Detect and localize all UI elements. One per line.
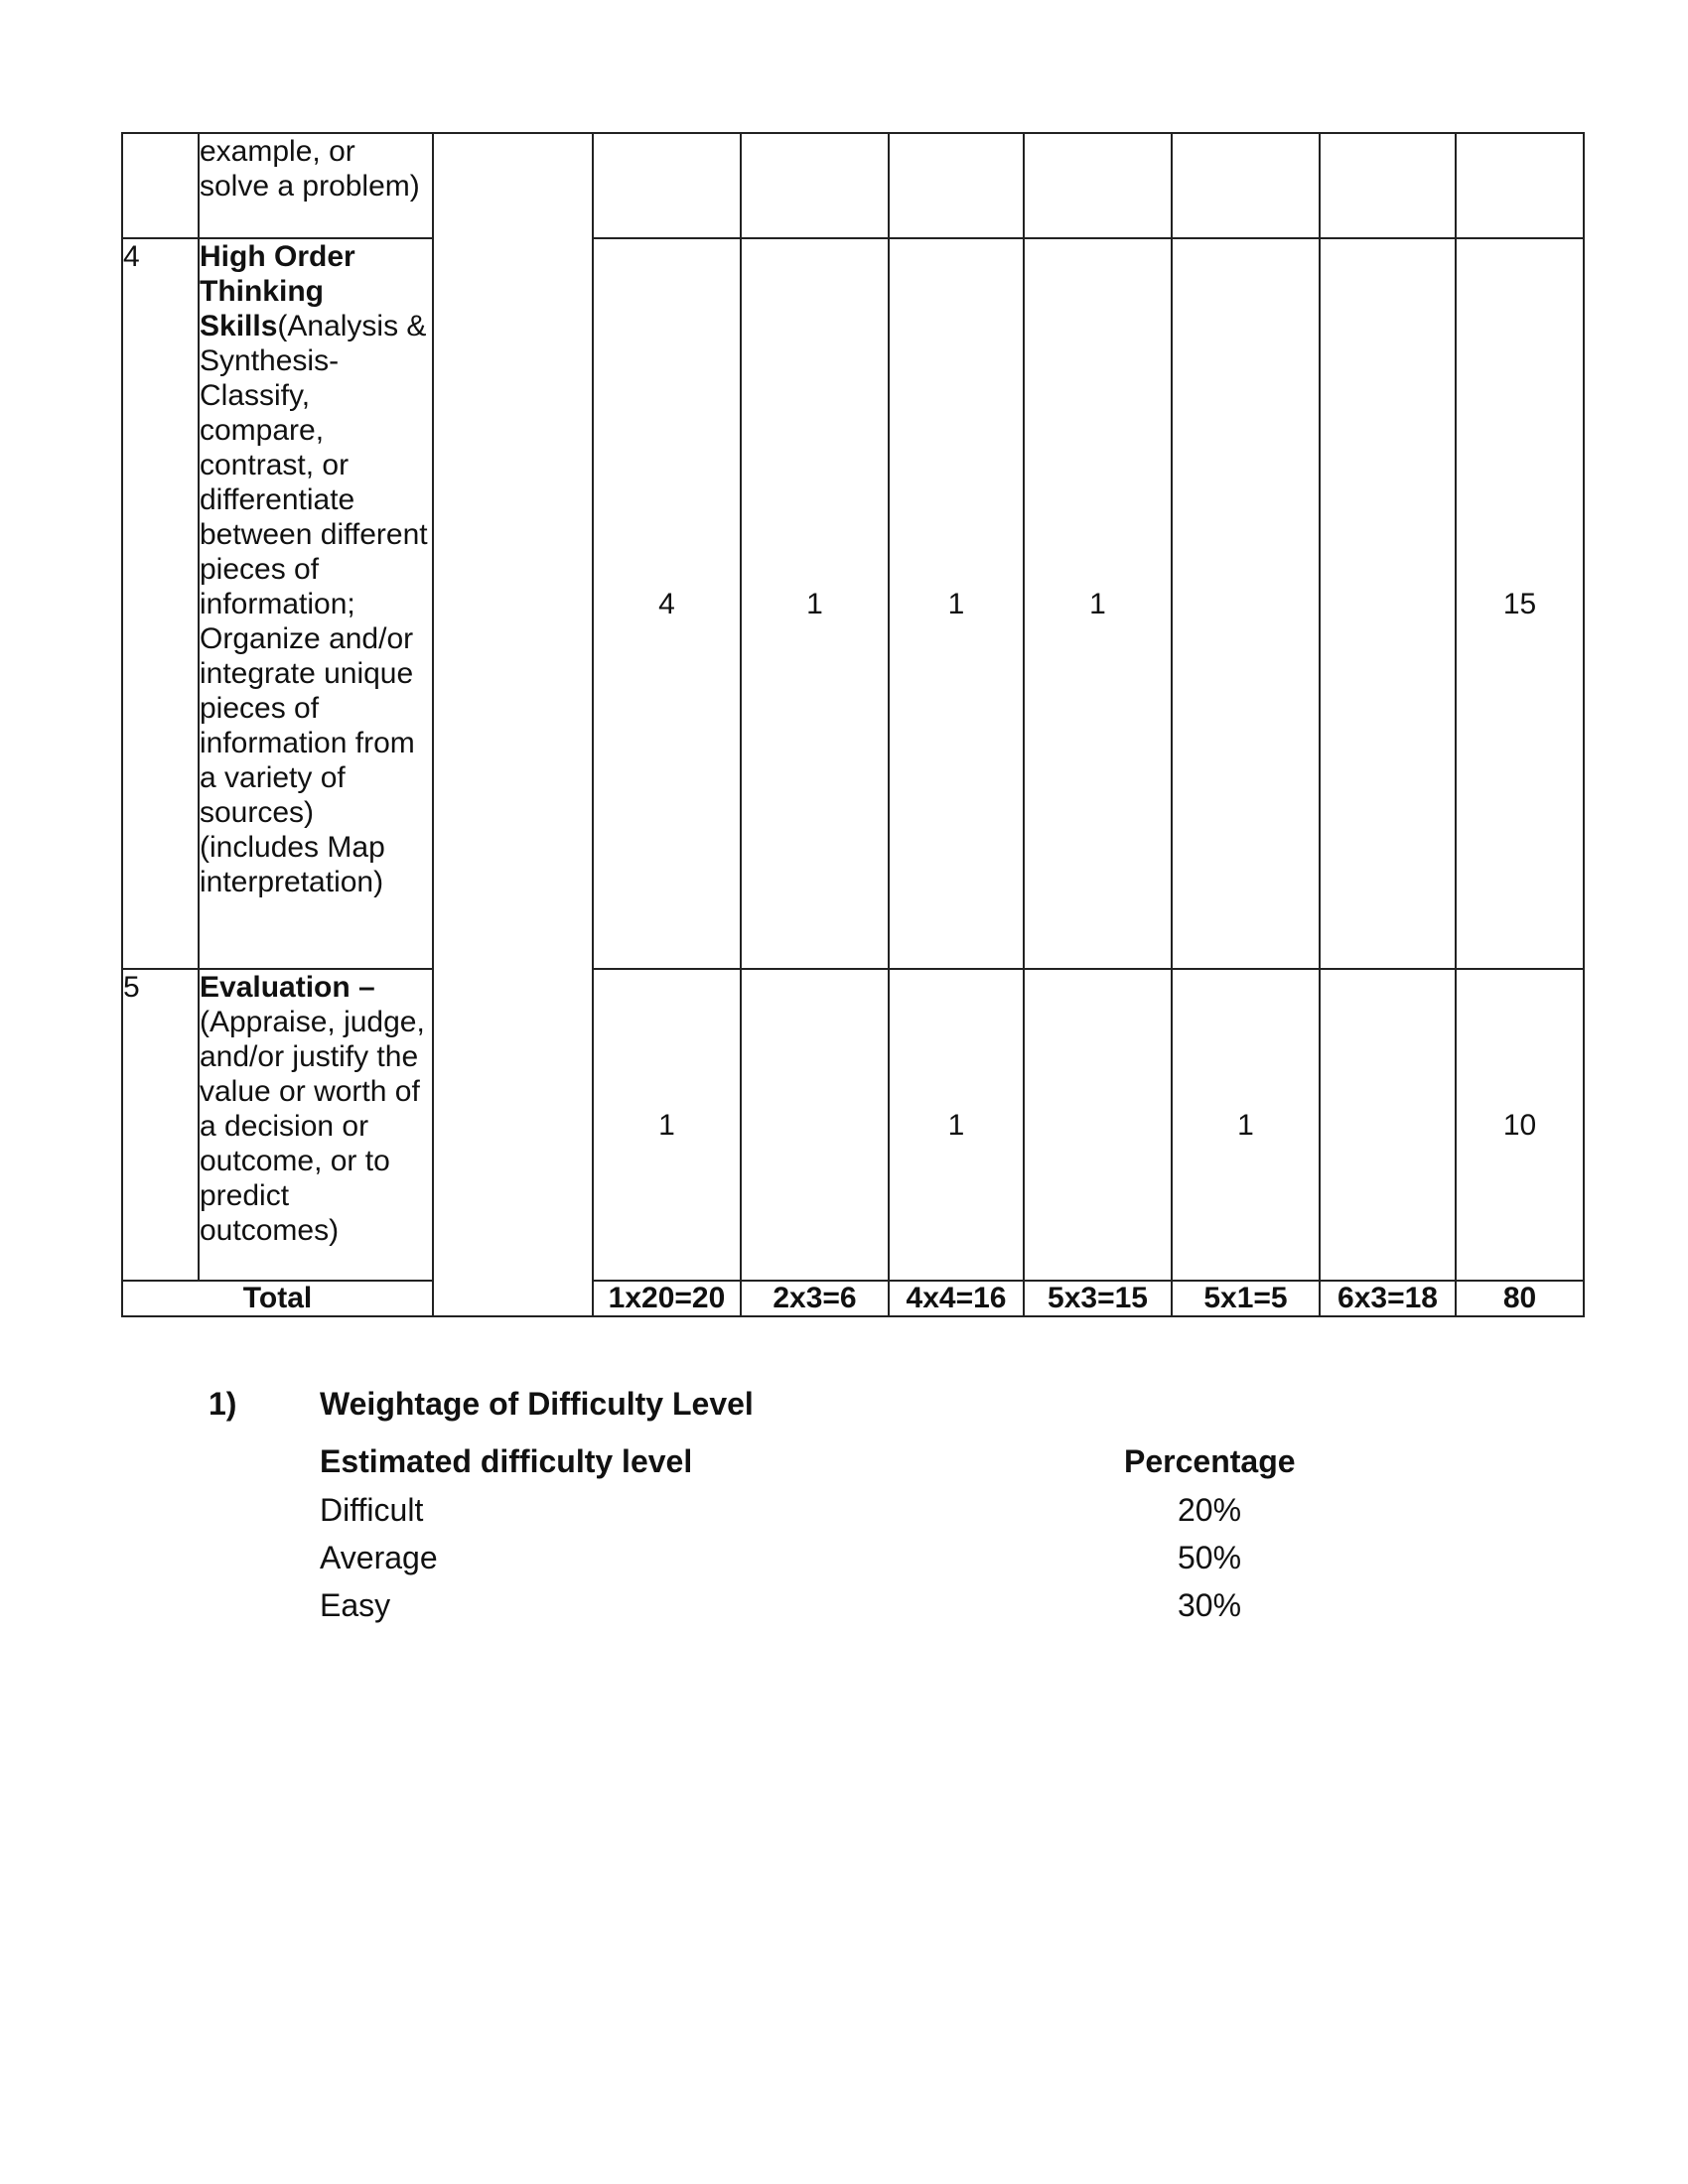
total-cell: 1x20=20 <box>593 1281 741 1316</box>
value-cell <box>1172 238 1320 969</box>
value-cell <box>1024 133 1172 238</box>
value-cell <box>593 133 741 238</box>
competency-cell <box>199 238 433 969</box>
difficulty-level: Difficult <box>320 1492 424 1528</box>
value-cell: 1 <box>741 238 889 969</box>
value-cell <box>1320 133 1456 238</box>
total-cell: 80 <box>1456 1281 1584 1316</box>
sno-cell <box>122 133 199 238</box>
difficulty-row <box>0 1540 1688 1587</box>
sno-cell: 4 <box>122 238 199 969</box>
competency-text: example, or solve a problem) <box>200 135 420 203</box>
value-cell <box>1024 969 1172 1281</box>
competency-bold: High Order Thinking Skills <box>200 240 355 342</box>
total-cell: 6x3=18 <box>1320 1281 1456 1316</box>
competency-bold: Evaluation – <box>200 971 375 1004</box>
table-row-5 <box>122 969 1584 1281</box>
competency-cell <box>199 133 433 238</box>
difficulty-percentage: 30% <box>1178 1587 1242 1623</box>
value-cell: 4 <box>593 238 741 969</box>
difficulty-level: Average <box>320 1540 438 1575</box>
competency-text: (Analysis & Synthesis- Classify, compare, contrast, or differentiate between different pieces of information; Organize and/or integrate unique pieces of information from a variety of sources)(includes Map interpretation) <box>200 310 428 898</box>
total-cell: 4x4=16 <box>889 1281 1024 1316</box>
table-row-continued <box>122 133 1584 238</box>
value-cell: 15 <box>1456 238 1584 969</box>
percentage-header: Percentage <box>1124 1443 1296 1479</box>
difficulty-level: Easy <box>320 1587 391 1623</box>
value-cell <box>741 969 889 1281</box>
difficulty-level-header: Estimated difficulty level <box>320 1443 693 1479</box>
competency-cell <box>199 969 433 1281</box>
value-cell <box>1320 238 1456 969</box>
value-cell: 1 <box>1172 969 1320 1281</box>
blueprint-table <box>121 132 1585 1317</box>
total-cell: 5x1=5 <box>1172 1281 1320 1316</box>
value-cell <box>889 133 1024 238</box>
value-cell: 10 <box>1456 969 1584 1281</box>
merged-blank-cell <box>433 133 593 1316</box>
difficulty-row <box>0 1587 1688 1635</box>
competency-text: (Appraise, judge, and/or justify the value or worth of a decision or outcome, or to predict outcomes) <box>200 1006 425 1247</box>
difficulty-percentage: 50% <box>1178 1540 1242 1575</box>
value-cell <box>741 133 889 238</box>
section-title: Weightage of Difficulty Level <box>320 1386 754 1422</box>
difficulty-percentage: 20% <box>1178 1492 1242 1528</box>
difficulty-row <box>0 1492 1688 1540</box>
value-cell: 1 <box>1024 238 1172 969</box>
value-cell <box>1456 133 1584 238</box>
total-cell: 2x3=6 <box>741 1281 889 1316</box>
value-cell <box>1172 133 1320 238</box>
table-row-4 <box>122 238 1584 969</box>
section-number: 1) <box>209 1386 237 1422</box>
value-cell: 1 <box>593 969 741 1281</box>
value-cell: 1 <box>889 238 1024 969</box>
sno-cell: 5 <box>122 969 199 1281</box>
total-label: Total <box>122 1281 433 1316</box>
total-cell: 5x3=15 <box>1024 1281 1172 1316</box>
value-cell: 1 <box>889 969 1024 1281</box>
value-cell <box>1320 969 1456 1281</box>
table-row-total <box>122 1281 1584 1316</box>
